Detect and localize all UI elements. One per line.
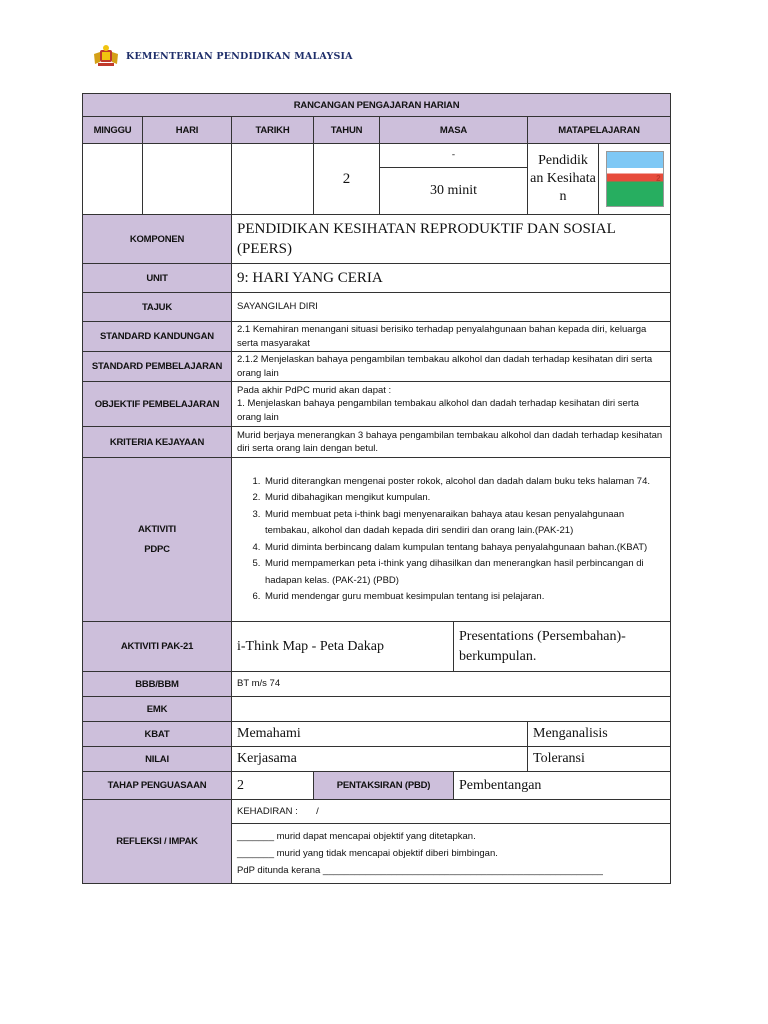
objektif-intro: Pada akhir PdPC murid akan dapat : — [237, 384, 392, 396]
cell-subject: Pendidik an Kesihata n — [528, 144, 599, 215]
value-nilai-2: Toleransi — [528, 747, 671, 772]
value-tahap: 2 — [232, 772, 314, 800]
value-bbb: BT m/s 74 — [232, 672, 671, 697]
value-nilai-1: Kerjasama — [232, 747, 528, 772]
label-aktiviti — [83, 458, 232, 622]
list-item: 4. Murid diminta berbincang dalam kumpulan tentang bahaya penyalahgunaan bahan.(KBAT) — [263, 540, 667, 557]
label-kriteria: KRITERIA KEJAYAAN — [83, 427, 232, 458]
label-emk: EMK — [83, 697, 232, 722]
refleksi-line-1: _______ murid dapat mencapai objektif yang ditetapkan. — [237, 831, 476, 842]
list-item: 1. Murid diterangkan mengenai poster rokok, alcohol dan dadah dalam buku teks halaman 74. — [263, 474, 667, 491]
textbook-cover-image — [606, 151, 664, 207]
value-kriteria: Murid berjaya menerangkan 3 bahaya pengambilan tembakau alkohol dan dadah terhadap kesihatan diri serta orang lain dengan betul. — [232, 427, 671, 458]
malaysia-crest-icon — [92, 44, 120, 68]
cell-hari — [143, 144, 232, 215]
cell-tarikh — [232, 144, 314, 215]
label-standard-kandungan: STANDARD KANDUNGAN — [83, 322, 232, 352]
value-pbd: Pembentangan — [454, 772, 671, 800]
value-unit: 9: HARI YANG CERIA — [232, 264, 671, 293]
col-minggu: MINGGU — [83, 117, 143, 144]
label-standard-pembelajaran: STANDARD PEMBELAJARAN — [83, 352, 232, 382]
refleksi-line-2: _______ murid yang tidak mencapai objektif diberi bimbingan. — [237, 848, 498, 859]
activity-steps — [235, 474, 667, 606]
value-pak21-2: Presentations (Persembahan)-berkumpulan. — [454, 622, 671, 672]
cell-masa-time: - — [380, 144, 528, 168]
label-tajuk: TAJUK — [83, 293, 232, 322]
page-header — [92, 44, 353, 68]
label-nilai: NILAI — [83, 747, 232, 772]
table-title: RANCANGAN PENGAJARAN HARIAN — [83, 94, 671, 117]
refleksi-line-3: PdP ditunda kerana _____________________________________________________ — [237, 865, 603, 876]
label-tahap: TAHAP PENGUASAAN — [83, 772, 232, 800]
label-aktiviti-line2: PDPC — [144, 543, 170, 555]
list-item: 2. Murid dibahagikan mengikut kumpulan. — [263, 490, 667, 507]
ministry-name: KEMENTERIAN PENDIDIKAN MALAYSIA — [126, 50, 353, 62]
label-objektif: OBJEKTIF PEMBELAJARAN — [83, 382, 232, 427]
col-hari: HARI — [143, 117, 232, 144]
label-pbd: PENTAKSIRAN (PBD) — [314, 772, 454, 800]
value-standard-pembelajaran: 2.1.2 Menjelaskan bahaya pengambilan tembakau alkohol dan dadah terhadap kesihatan diri serta orang lain — [232, 352, 671, 382]
value-aktiviti — [232, 458, 671, 622]
lesson-plan-table — [82, 93, 671, 884]
value-pak21-1: i-Think Map - Peta Dakap — [232, 622, 454, 672]
objektif-item: 1. Menjelaskan bahaya pengambilan tembakau alkohol dan dadah terhadap kesihatan diri serta orang lain — [237, 398, 639, 423]
label-unit: UNIT — [83, 264, 232, 293]
label-komponen: KOMPONEN — [83, 215, 232, 264]
label-aktiviti-line1: AKTIVITI — [138, 523, 176, 535]
value-standard-kandungan: 2.1 Kemahiran menangani situasi berisiko terhadap penyalahgunaan bahan kepada diri, keluarga serta masyarakat — [232, 322, 671, 352]
col-matapelajaran: MATAPELAJARAN — [528, 117, 671, 144]
value-objektif — [232, 382, 671, 427]
cell-tahun: 2 — [314, 144, 380, 215]
value-kbat-1: Memahami — [232, 722, 528, 747]
cell-minggu — [83, 144, 143, 215]
col-masa: MASA — [380, 117, 528, 144]
list-item: 3. Murid membuat peta i-think bagi menyenaraikan bahaya atau kesan penyalahgunaan tembakau, alkohol dan dadah kepada diri sendiri dan orang lain.(PAK-21) — [263, 507, 667, 540]
value-komponen: PENDIDIKAN KESIHATAN REPRODUKTIF DAN SOSIAL (PEERS) — [232, 215, 671, 264]
value-kehadiran: KEHADIRAN : / — [232, 800, 671, 824]
col-tahun: TAHUN — [314, 117, 380, 144]
label-bbb: BBB/BBM — [83, 672, 232, 697]
label-kbat: KBAT — [83, 722, 232, 747]
value-refleksi — [232, 824, 671, 884]
value-tajuk: SAYANGILAH DIRI — [232, 293, 671, 322]
cell-masa-duration: 30 minit — [380, 168, 528, 215]
list-item: 6. Murid mendengar guru membuat kesimpulan tentang isi pelajaran. — [263, 589, 667, 606]
col-tarikh: TARIKH — [232, 117, 314, 144]
list-item: 5. Murid mempamerkan peta i-think yang dihasilkan dan menerangkan hasil perbincangan di hadapan kelas. (PAK-21) (PBD) — [263, 556, 667, 589]
label-refleksi: REFLEKSI / IMPAK — [83, 800, 232, 884]
value-emk — [232, 697, 671, 722]
label-pak21: AKTIVITI PAK-21 — [83, 622, 232, 672]
textbook-cover-badge: 2 — [656, 174, 661, 183]
cell-subject-image — [599, 144, 671, 215]
value-kbat-2: Menganalisis — [528, 722, 671, 747]
